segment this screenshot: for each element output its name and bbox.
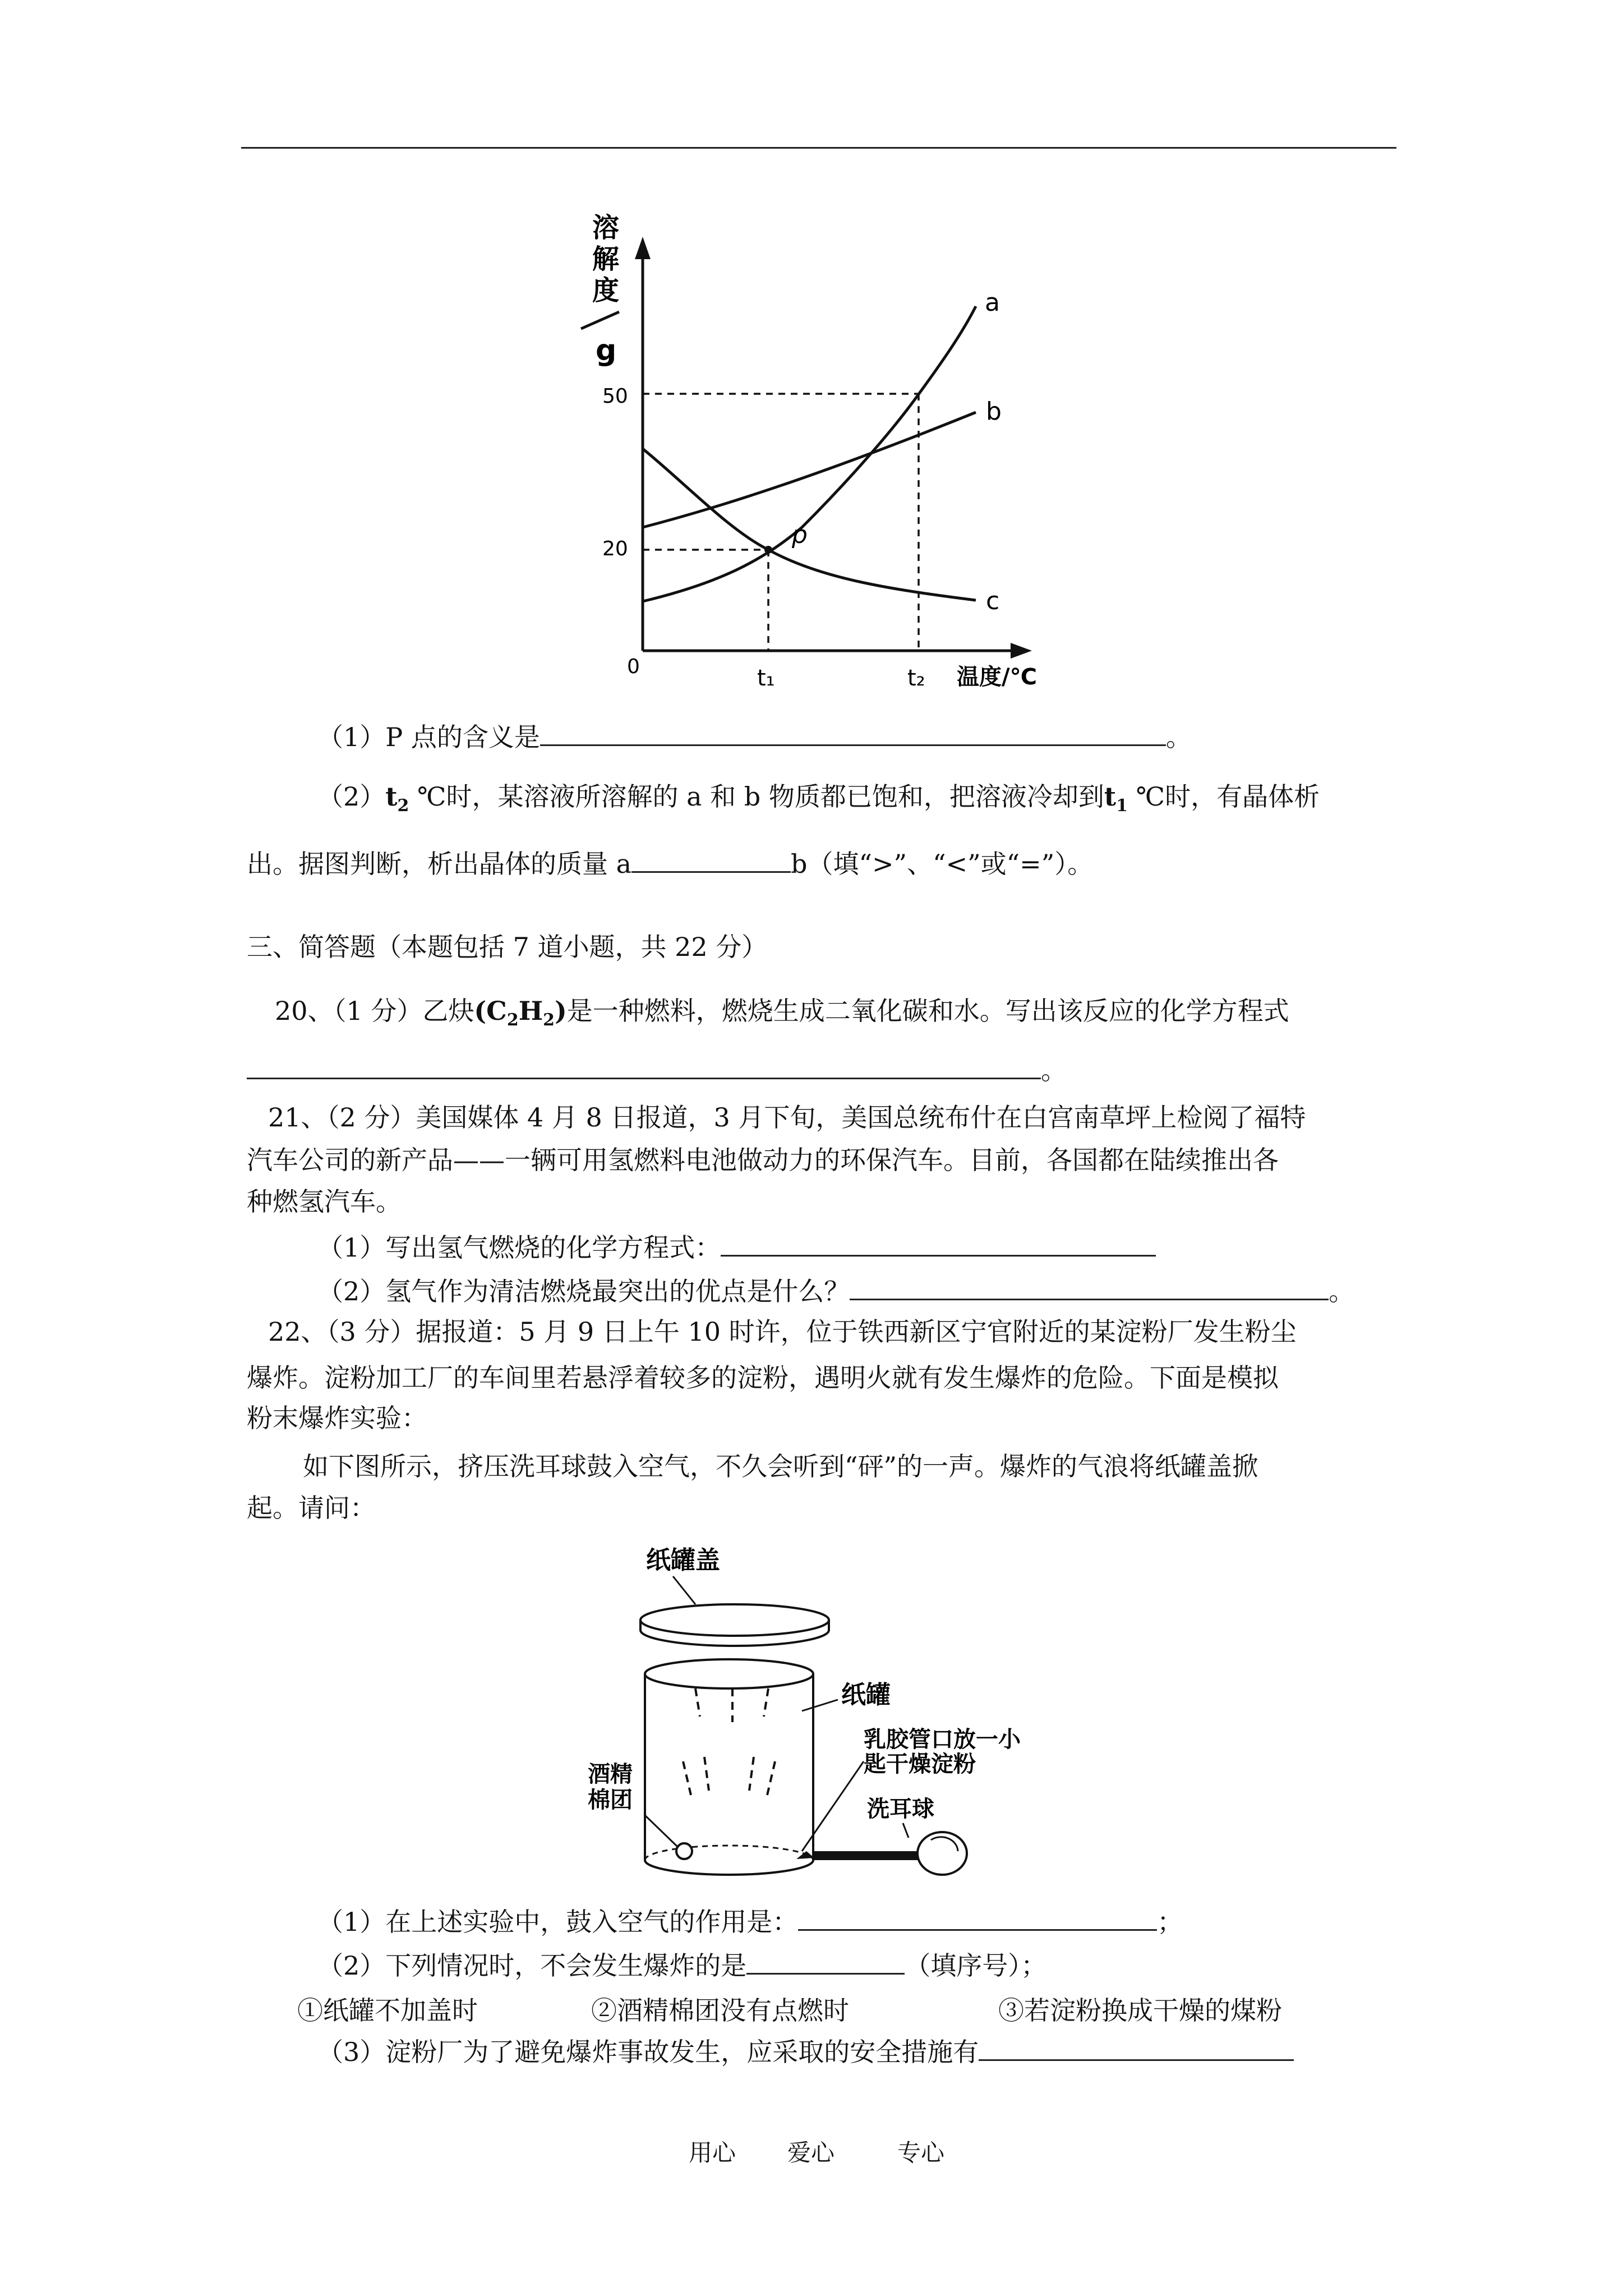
q20-line bbox=[275, 995, 1289, 1036]
label-bulb: 洗耳球 bbox=[867, 1796, 934, 1822]
q22-line3: 粉末爆炸实验： bbox=[247, 1403, 427, 1433]
q22-answer-blank-1[interactable] bbox=[798, 1907, 1157, 1931]
can-lid bbox=[640, 1604, 829, 1636]
q19-part1-prefix: （1）P 点的含义是 bbox=[317, 722, 540, 752]
curve-label-b: b bbox=[986, 397, 1002, 426]
ytick-label: 50 bbox=[602, 385, 628, 408]
ear-bulb bbox=[917, 1832, 967, 1875]
xtick-label: t₂ bbox=[907, 665, 925, 691]
header-rule bbox=[241, 147, 1396, 149]
ylabel-unit: g bbox=[596, 334, 617, 367]
label-cotton-1: 酒精 bbox=[588, 1761, 633, 1787]
label-lid: 纸罐盖 bbox=[646, 1546, 720, 1575]
q21-part2-text: （2）氢气作为清洁燃烧最突出的优点是什么？ bbox=[317, 1276, 850, 1306]
q22-part1-end: ； bbox=[1157, 1907, 1183, 1937]
q19-part3-suffix: b（填“>”、“<”或“=”）。 bbox=[791, 849, 1094, 879]
q22-line4: 如下图所示，挤压洗耳球鼓入空气，不久会听到“砰”的一声。爆炸的气浪将纸罐盖掀 bbox=[303, 1451, 1258, 1481]
q19-part1-suffix: 。 bbox=[1165, 722, 1192, 752]
ylabel-slash bbox=[581, 312, 619, 329]
curve-c bbox=[643, 449, 976, 600]
solubility-chart bbox=[561, 202, 1066, 707]
dust-streak bbox=[749, 1757, 754, 1791]
q19-answer-blank-2[interactable] bbox=[631, 849, 791, 873]
ylabel-char: 溶 bbox=[592, 212, 620, 243]
q19-answer-blank-1[interactable] bbox=[540, 722, 1166, 746]
dust-streak bbox=[695, 1688, 700, 1717]
q19-part2-mid: ℃时，某溶液所溶解的 a 和 b 物质都已饱和，把溶液冷却到 bbox=[409, 781, 1104, 812]
footer-word: 专心 bbox=[897, 2139, 945, 2166]
can-bottom-back bbox=[645, 1846, 813, 1860]
q19-part2 bbox=[317, 781, 1320, 822]
q22-part2-text: （2）下列情况时，不会发生爆炸的是 bbox=[317, 1950, 747, 1981]
x-axis-arrow bbox=[1011, 643, 1032, 659]
leader-bulb bbox=[903, 1823, 909, 1838]
t2-symbol: $t_2$ bbox=[385, 781, 409, 816]
can-top-rim bbox=[645, 1659, 813, 1688]
q19-part1 bbox=[317, 721, 1192, 753]
q20-suffix: 是一种燃料，燃烧生成二氧化碳和水。写出该反应的化学方程式 bbox=[566, 996, 1289, 1026]
q22-part2-end: （填序号）； bbox=[905, 1950, 1047, 1981]
footer-word: 用心 bbox=[689, 2139, 736, 2166]
q22-line5: 起。请问： bbox=[247, 1493, 376, 1523]
label-can: 纸罐 bbox=[841, 1681, 891, 1709]
q20-end: 。 bbox=[1041, 1055, 1067, 1085]
q21-line3: 种燃氢汽车。 bbox=[247, 1186, 402, 1217]
rubber-tube bbox=[813, 1851, 920, 1860]
ylabel-char: 解 bbox=[592, 243, 620, 275]
leader-lid bbox=[673, 1576, 695, 1604]
q22-option-2: ②酒精棉团没有点燃时 bbox=[591, 1995, 849, 2026]
label-tube-1: 乳胶管口放一小 bbox=[864, 1727, 1021, 1752]
dust-streak bbox=[764, 1688, 768, 1717]
q21-answer-blank-1[interactable] bbox=[721, 1232, 1156, 1257]
q22-part3 bbox=[317, 2036, 1294, 2068]
xtick-label: t₁ bbox=[757, 665, 775, 691]
origin-label: 0 bbox=[627, 655, 640, 678]
dust-streak bbox=[683, 1761, 691, 1795]
t1-symbol: $t_1$ bbox=[1104, 781, 1128, 816]
q22-option-1: ①纸罐不加盖时 bbox=[297, 1995, 478, 2026]
q22-part2 bbox=[317, 1950, 1046, 1981]
curve-label-c: c bbox=[986, 587, 1000, 615]
q21-part2 bbox=[317, 1276, 1354, 1307]
leader-can bbox=[802, 1700, 838, 1711]
q21-part1 bbox=[317, 1232, 1156, 1263]
leader-cotton bbox=[645, 1815, 677, 1847]
q19-part3 bbox=[247, 848, 1093, 880]
q21-line1: 21、（2 分）美国媒体 4 月 8 日报道，3 月下旬，美国总统布什在白宫南草坪上检阅了福特 bbox=[268, 1102, 1306, 1133]
q19-part2-end: ℃时，有晶体析 bbox=[1127, 781, 1320, 812]
cotton-ball bbox=[676, 1843, 692, 1859]
point-p bbox=[764, 546, 772, 554]
q22-part3-text: （3）淀粉厂为了避免爆炸事故发生，应采取的安全措施有 bbox=[317, 2037, 979, 2067]
dust-streak bbox=[767, 1761, 775, 1795]
q20-prefix: 20、（1 分）乙炔 bbox=[275, 996, 474, 1026]
footer-word: 爱心 bbox=[787, 2139, 835, 2166]
q21-line2: 汽车公司的新产品——一辆可用氢燃料电池做动力的环保汽车。目前，各国都在陆续推出各 bbox=[247, 1145, 1279, 1175]
q22-line1: 22、（3 分）据报道：5 月 9 日上午 10 时许，位于铁西新区宁官附近的某淀粉厂发生粉尘 bbox=[268, 1317, 1297, 1347]
q21-part1-text: （1）写出氢气燃烧的化学方程式： bbox=[317, 1232, 721, 1263]
q22-line2: 爆炸。淀粉加工厂的车间里若悬浮着较多的淀粉，遇明火就有发生爆炸的危险。下面是模拟 bbox=[247, 1363, 1279, 1393]
q22-answer-blank-2[interactable] bbox=[746, 1950, 905, 1975]
starch-pile bbox=[796, 1851, 814, 1859]
label-cotton-2: 棉团 bbox=[588, 1787, 633, 1813]
curve-b bbox=[643, 412, 976, 527]
ytick-label: 20 bbox=[602, 537, 628, 560]
dust-streak bbox=[704, 1757, 709, 1791]
q22-answer-blank-3[interactable] bbox=[979, 2037, 1294, 2061]
label-tube-2: 匙干燥淀粉 bbox=[864, 1751, 976, 1777]
apparatus-diagram bbox=[561, 1537, 1110, 1902]
q21-answer-blank-2[interactable] bbox=[850, 1276, 1329, 1300]
point-label-p: p bbox=[792, 521, 808, 549]
xlabel: 温度/℃ bbox=[957, 664, 1038, 690]
curve-label-a: a bbox=[985, 288, 1000, 317]
q19-part2-prefix: （2） bbox=[317, 781, 386, 812]
q21-part2-end: 。 bbox=[1329, 1276, 1355, 1306]
q22-part1 bbox=[317, 1906, 1183, 1938]
can-bottom-front bbox=[645, 1860, 813, 1875]
q20-answer-blank[interactable] bbox=[247, 1055, 1041, 1079]
leader-tube bbox=[802, 1761, 864, 1851]
acetylene-formula: $(C_2H_2)$ bbox=[474, 996, 567, 1030]
q22-option-3: ③若淀粉换成干燥的煤粉 bbox=[998, 1995, 1282, 2026]
y-axis-arrow bbox=[635, 237, 651, 259]
curve-a bbox=[643, 306, 976, 601]
q19-part3-prefix: 出。据图判断，析出晶体的质量 a bbox=[247, 849, 632, 879]
section-title: 三、简答题（本题包括 7 道小题，共 22 分） bbox=[247, 932, 768, 962]
q20-answer-line bbox=[247, 1055, 1067, 1086]
ylabel-char: 度 bbox=[592, 275, 620, 306]
q22-part1-text: （1）在上述实验中，鼓入空气的作用是： bbox=[317, 1907, 799, 1937]
